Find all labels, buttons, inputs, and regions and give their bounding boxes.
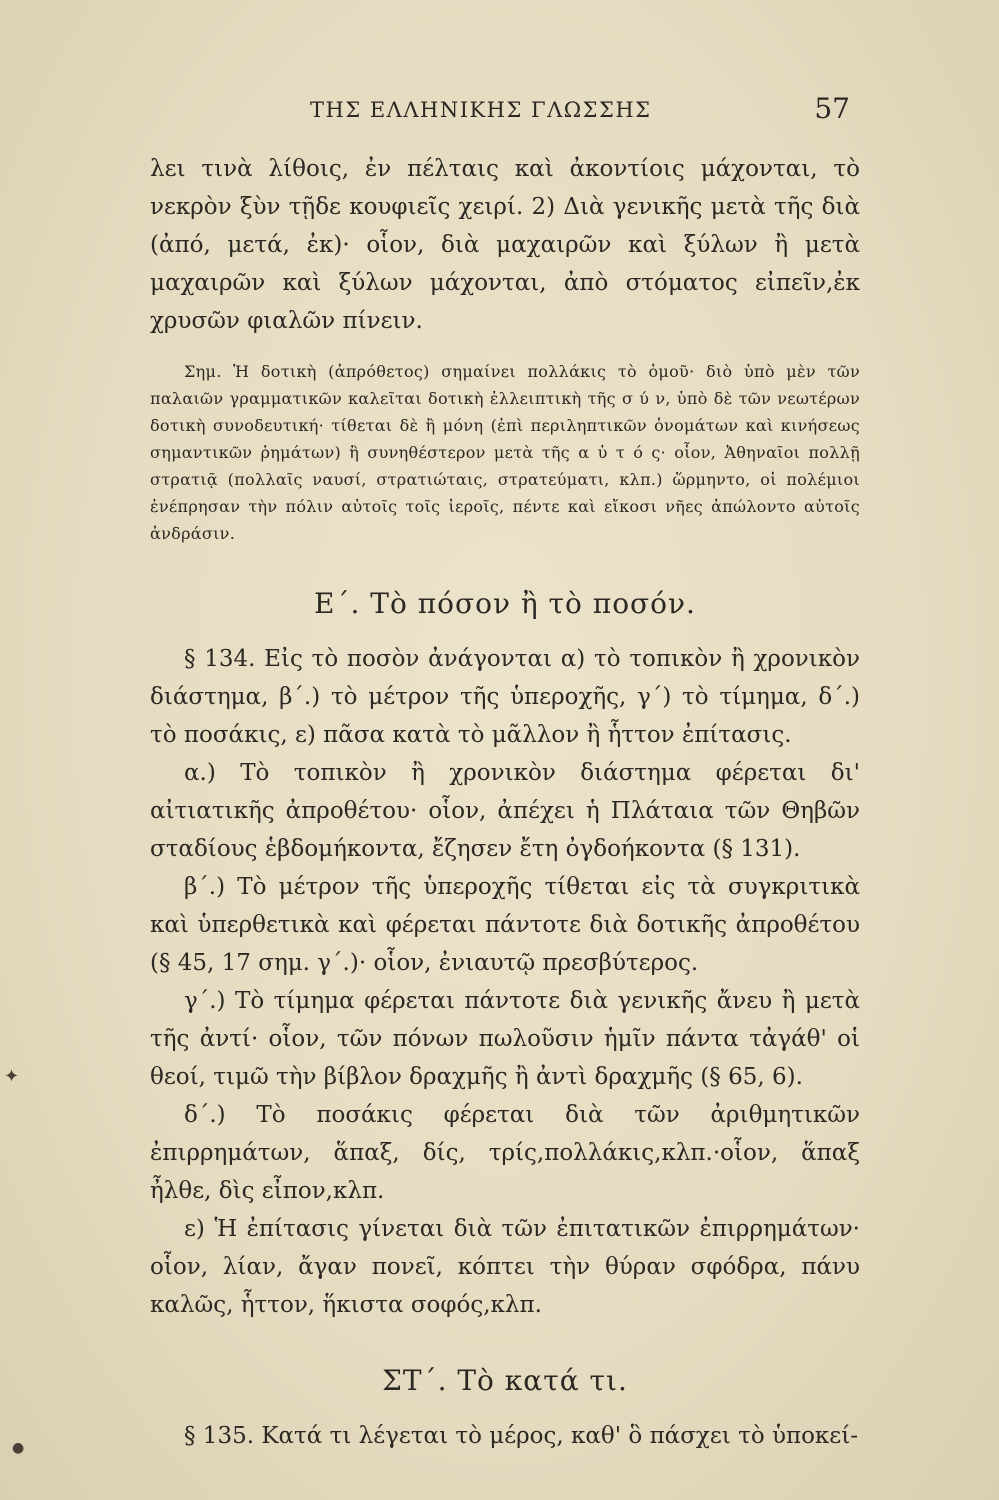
paragraph-134: § 134. Εἰς τὸ ποσὸν ἀνάγονται α) τὸ τοπικὸν ἢ χρονικὸν διάστημα, β΄.) τὸ μέτρον τῆς ὑπεροχῆς, γ΄) τὸ τίμημα, δ΄.) τὸ ποσάκις, ε) πᾶσα κατὰ τὸ μᾶλλον ἢ ἧττον ἐπίτασις. [150, 646, 860, 748]
running-title: ΤΗΣ ΕΛΛΗΝΙΚΗΣ ΓΛΩΣΣΗΣ [310, 98, 652, 122]
paragraph-alpha: α.) Τὸ τοπικὸν ἢ χρονικὸν διάστημα φέρεται δι' αἰτιατικῆς ἀπροθέτου· οἷον, ἀπέχει ἡ Πλάταια τῶν Θηβῶν σταδίους ἑβδομήκοντα, ἔζησεν ἔτη ὀγδοήκοντα (§ 131). [150, 760, 860, 862]
paragraph-135: § 135. Κατά τι λέγεται τὸ μέρος, καθ' ὃ πάσχει τὸ ὑποκεί- [184, 1423, 859, 1449]
paragraph-gamma: γ΄.) Τὸ τίμημα φέρεται πάντοτε διὰ γενικῆς ἄνευ ἢ μετὰ τῆς ἀντί· οἷον, τῶν πόνων πωλοῦσιν ἡμῖν πάντα τἀγάθ' οἱ θεοί, τιμῶ τὴν βίβλον δραχμῆς ἢ ἀντὶ δραχμῆς (§ 65, 6). [150, 988, 860, 1090]
section-heading-e: Ε΄. Τὸ πόσον ἢ τὸ ποσόν. [314, 587, 696, 620]
section-heading-st: ΣΤ΄. Τὸ κατά τι. [382, 1364, 628, 1397]
paragraph-beta: β΄.) Τὸ μέτρον τῆς ὑπεροχῆς τίθεται εἰς τὰ συγκριτικὰ καὶ ὑπερθετικὰ καὶ φέρεται πάντοτε διὰ δοτικῆς ἀπροθέτου (§ 45, 17 σημ. γ΄.)· οἷον, ἐνιαυτῷ πρεσβύτερος. [150, 874, 860, 976]
margin-mark-bottom: ● [12, 1440, 25, 1456]
footnote-remark: Σημ. Ἡ δοτικὴ (ἀπρόθετος) σημαίνει πολλάκις τὸ ὁμοῦ· διὸ ὑπὸ μὲν τῶν παλαιῶν γραμματικῶν καλεῖται δοτικὴ ἐλλειπτικὴ τῆς σ ύ ν, ὑπὸ δὲ τῶν νεωτέρων δοτικὴ συνοδευτική· τίθεται δὲ ἢ μόνη (ἐπὶ περιληπτικῶν ὀνομάτων καὶ κινήσεως σημαντικῶν ῥημάτων) ἢ συνηθέστερον μετὰ τῆς α ὐ τ ό ς· οἷον, Ἀθηναῖοι πολλῇ στρατιᾷ (πολλαῖς ναυσί, στρατιώταις, στρατεύματι, κλπ.) ὥρμηντο, οἱ πολέμιοι ἐνέπρησαν τὴν πόλιν αὐτοῖς τοῖς ἱεροῖς, πέντε καὶ εἴκοσι νῆες ἀπώλοντο αὐτοῖς ἀνδράσιν. [150, 362, 860, 543]
margin-mark: ✦ [4, 1066, 20, 1087]
paragraph-continuation: λει τινὰ λίθοις, ἐν πέλταις καὶ ἀκοντίοις μάχονται, τὸ νεκρὸν ξὺν τῇδε κουφιεῖς χειρί. 2) Διὰ γενικῆς μετὰ τῆς διὰ (ἀπό, μετά, ἐκ)· οἷον, διὰ μαχαιρῶν καὶ ξύλων ἢ μετὰ μαχαιρῶν καὶ ξύλων μάχονται, ἀπὸ στόματος εἰπεῖν,ἐκ χρυσῶν φιαλῶν πίνειν. [150, 156, 860, 334]
page-header [150, 92, 850, 134]
paragraph-epsilon: ε) Ἡ ἐπίτασις γίνεται διὰ τῶν ἐπιτατικῶν ἐπιρρημάτων· οἷον, λίαν, ἄγαν πονεῖ, κόπτει τὴν θύραν σφόδρα, πάνυ καλῶς, ἧττον, ἥκιστα σοφός,κλπ. [150, 1216, 860, 1318]
page-body [150, 150, 860, 1455]
page-number: 57 [814, 92, 850, 125]
paragraph-delta: δ΄.) Τὸ ποσάκις φέρεται διὰ τῶν ἀριθμητικῶν ἐπιρρημάτων, ἅπαξ, δίς, τρίς,πολλάκις,κλπ.·οἷον, ἅπαξ ἦλθε, δὶς εἶπον,κλπ. [150, 1102, 860, 1204]
